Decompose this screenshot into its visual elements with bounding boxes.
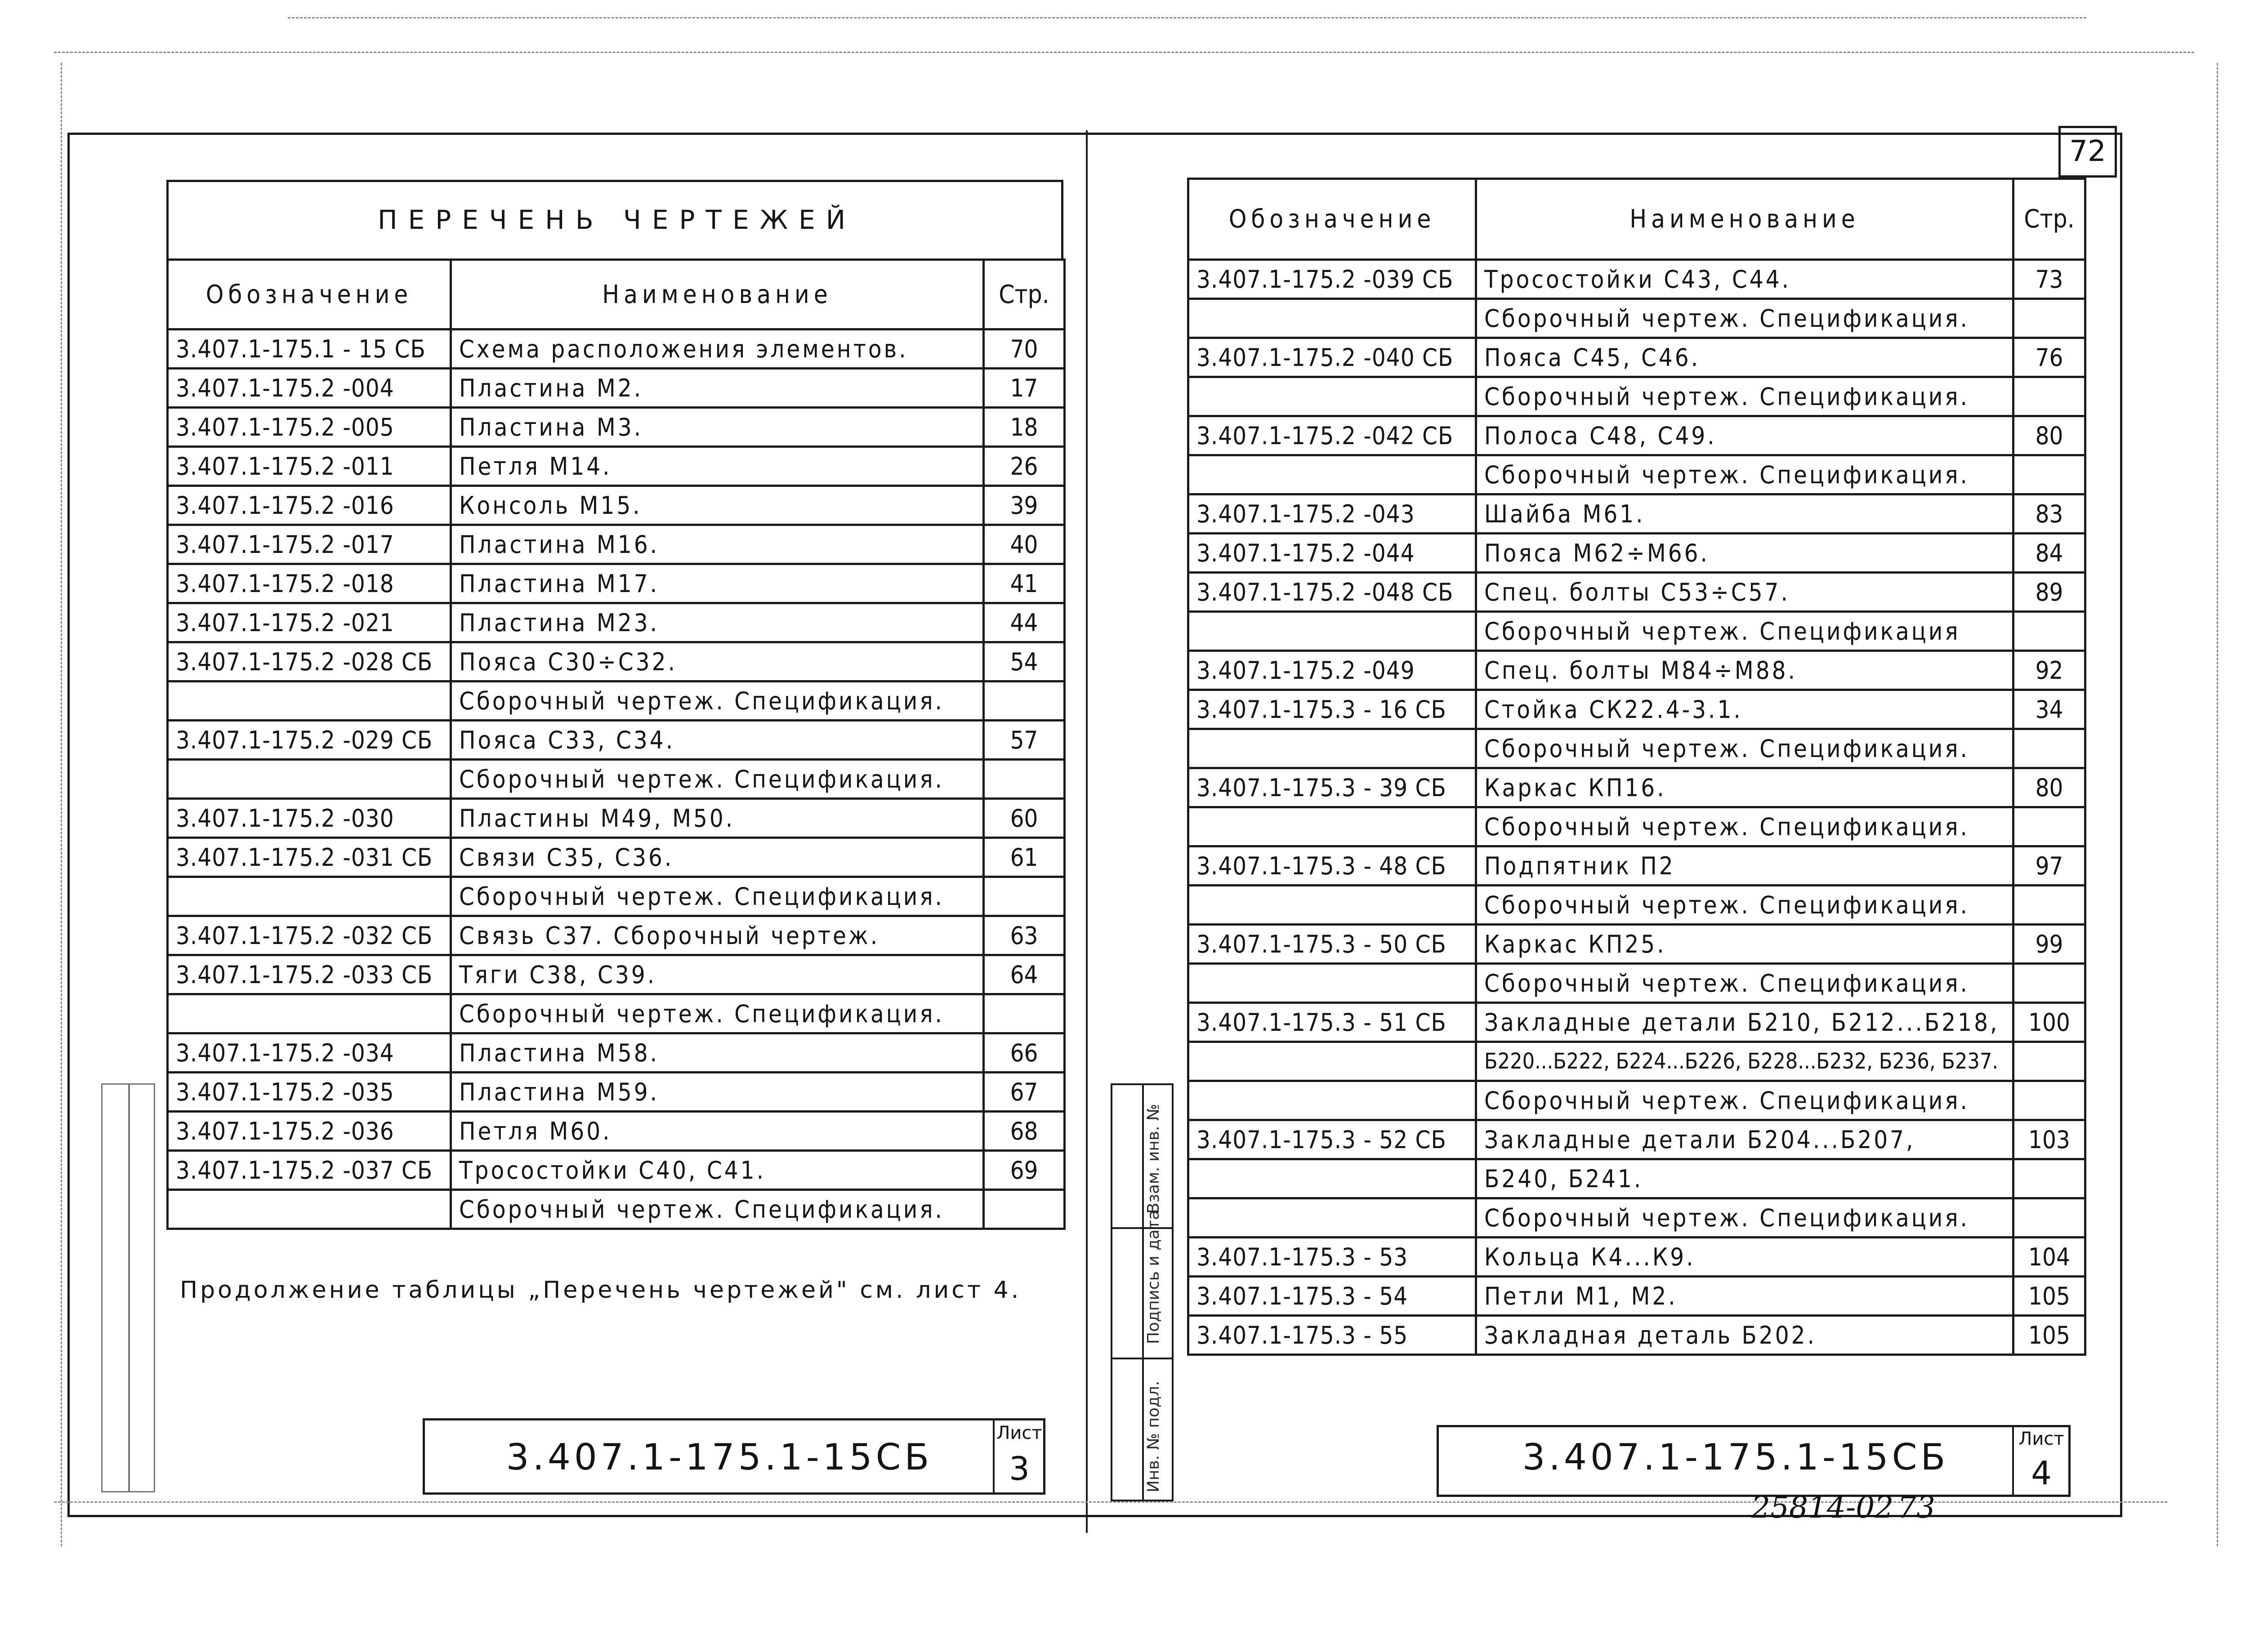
row-page — [984, 994, 1065, 1033]
table-row — [168, 642, 1065, 681]
table-row — [168, 838, 1065, 877]
row-code: 3.407.1-175.2 -035 — [168, 1073, 451, 1112]
table-row — [168, 721, 1065, 760]
row-code: 3.407.1-175.2 -037 СБ — [168, 1151, 451, 1190]
row-page: 83 — [2013, 494, 2085, 534]
row-page: 63 — [984, 916, 1065, 955]
table-row — [1188, 1003, 2085, 1042]
row-page — [2013, 964, 2085, 1003]
row-page — [2013, 1159, 2085, 1198]
row-name: Тросостойки С43, С44. — [1476, 260, 2013, 299]
row-page — [984, 1190, 1065, 1229]
row-page: 66 — [984, 1033, 1065, 1073]
row-page — [2013, 1198, 2085, 1238]
row-code — [1188, 729, 1476, 768]
row-name: Б240, Б241. — [1476, 1159, 2013, 1198]
row-page: 105 — [2013, 1277, 2085, 1316]
row-name: Закладная деталь Б202. — [1476, 1316, 2013, 1355]
row-code: 3.407.1-175.2 -032 СБ — [168, 916, 451, 955]
row-name: Каркас КП16. — [1476, 768, 2013, 807]
table-row — [168, 369, 1065, 408]
row-page: 80 — [2013, 768, 2085, 807]
row-page: 103 — [2013, 1120, 2085, 1159]
row-name: Пластина М16. — [451, 525, 984, 564]
row-name: Сборочный чертеж. Спецификация. — [451, 877, 984, 916]
table-row — [168, 994, 1065, 1033]
row-page: 68 — [984, 1112, 1065, 1151]
row-code — [1188, 1081, 1476, 1120]
table-row — [168, 1190, 1065, 1229]
row-page: 99 — [2013, 925, 2085, 964]
row-page: 18 — [984, 408, 1065, 447]
row-code: 3.407.1-175.3 - 48 СБ — [1188, 846, 1476, 886]
table-row — [1188, 1081, 2085, 1120]
row-code: 3.407.1-175.3 - 54 — [1188, 1277, 1476, 1316]
table-row — [168, 603, 1065, 642]
row-page: 70 — [984, 330, 1065, 369]
row-page: 67 — [984, 1073, 1065, 1112]
row-code: 3.407.1-175.2 -028 СБ — [168, 642, 451, 681]
row-page: 92 — [2013, 651, 2085, 690]
row-name: Кольца К4...К9. — [1476, 1238, 2013, 1277]
row-code: 3.407.1-175.3 - 16 СБ — [1188, 690, 1476, 729]
table-row — [1188, 1198, 2085, 1238]
row-code: 3.407.1-175.3 - 51 СБ — [1188, 1003, 1476, 1042]
row-name: Закладные детали Б210, Б212...Б218, — [1476, 1003, 2013, 1042]
header-code: Обозначение — [1188, 179, 1476, 260]
row-code: 3.407.1-175.2 -040 СБ — [1188, 338, 1476, 377]
page-number: 72 — [2069, 135, 2106, 168]
table-row — [168, 799, 1065, 838]
row-name: Пластина М2. — [451, 369, 984, 408]
row-page: 34 — [2013, 690, 2085, 729]
header-page: Стр. — [984, 260, 1065, 330]
row-code — [1188, 612, 1476, 651]
row-name: Связи С35, С36. — [451, 838, 984, 877]
row-code: 3.407.1-175.2 -042 СБ — [1188, 416, 1476, 455]
table-row — [168, 681, 1065, 721]
side-stamp-inv-label: Инв. № подл. — [1144, 1380, 1163, 1492]
row-page: 40 — [984, 525, 1065, 564]
archive-number: 25814-02 — [1751, 1490, 1894, 1525]
side-stamp-divider — [1142, 1084, 1144, 1500]
row-page: 84 — [2013, 534, 2085, 573]
row-name: Спец. болты С53÷С57. — [1476, 573, 2013, 612]
row-name: Б220...Б222, Б224...Б226, Б228...Б232, Б236, Б237. — [1476, 1042, 2013, 1081]
left-sheet-number: 3 — [1009, 1450, 1030, 1487]
table-row — [168, 408, 1065, 447]
left-scan-edge — [61, 63, 62, 1546]
table-header-row — [168, 260, 1065, 330]
row-code: 3.407.1-175.3 - 55 — [1188, 1316, 1476, 1355]
row-page: 89 — [2013, 573, 2085, 612]
row-code: 3.407.1-175.3 - 50 СБ — [1188, 925, 1476, 964]
table-row — [1188, 846, 2085, 886]
row-code — [1188, 807, 1476, 846]
row-page: 104 — [2013, 1238, 2085, 1277]
row-code: 3.407.1-175.2 -016 — [168, 486, 451, 525]
header-code: Обозначение — [168, 260, 451, 330]
left-side-stamp-divider — [128, 1084, 130, 1491]
right-sheet-number: 4 — [2031, 1454, 2052, 1492]
row-name: Консоль М15. — [451, 486, 984, 525]
row-name: Пластина М23. — [451, 603, 984, 642]
row-page — [2013, 377, 2085, 416]
row-page — [2013, 1042, 2085, 1081]
row-page: 54 — [984, 642, 1065, 681]
row-name: Сборочный чертеж. Спецификация. — [1476, 299, 2013, 338]
table-row — [168, 916, 1065, 955]
table-row — [1188, 1316, 2085, 1355]
page-number-box — [2058, 126, 2117, 178]
side-stamp-replace-label: Взам. инв. № — [1144, 1104, 1163, 1214]
row-name: Сборочный чертеж. Спецификация. — [1476, 377, 2013, 416]
header-page: Стр. — [2013, 179, 2085, 260]
row-name: Пластины М49, М50. — [451, 799, 984, 838]
row-code: 3.407.1-175.2 -011 — [168, 447, 451, 486]
row-name: Пластина М3. — [451, 408, 984, 447]
row-code: 3.407.1-175.3 - 53 — [1188, 1238, 1476, 1277]
row-code: 3.407.1-175.2 -036 — [168, 1112, 451, 1151]
row-name: Стойка СК22.4-3.1. — [1476, 690, 2013, 729]
row-page — [2013, 807, 2085, 846]
table-row — [1188, 1277, 2085, 1316]
row-page — [984, 760, 1065, 799]
table-row — [168, 1151, 1065, 1190]
row-code: 3.407.1-175.2 -017 — [168, 525, 451, 564]
row-name: Пластина М17. — [451, 564, 984, 603]
row-page — [984, 681, 1065, 721]
row-code — [1188, 455, 1476, 494]
row-code: 3.407.1-175.3 - 39 СБ — [1188, 768, 1476, 807]
row-code: 3.407.1-175.2 -049 — [1188, 651, 1476, 690]
table-row — [1188, 534, 2085, 573]
row-code: 3.407.1-175.2 -018 — [168, 564, 451, 603]
row-code: 3.407.1-175.3 - 52 СБ — [1188, 1120, 1476, 1159]
row-name: Закладные детали Б204...Б207, — [1476, 1120, 2013, 1159]
table-row — [1188, 338, 2085, 377]
table-row — [1188, 260, 2085, 299]
row-page — [2013, 612, 2085, 651]
side-stamp-sign-label: Подпись и дата — [1144, 1210, 1163, 1344]
table-row — [1188, 299, 2085, 338]
row-name: Сборочный чертеж. Спецификация. — [1476, 886, 2013, 925]
table-row — [1188, 807, 2085, 846]
top-scan-edge-2 — [54, 52, 2194, 53]
table-row — [1188, 377, 2085, 416]
row-name: Петля М60. — [451, 1112, 984, 1151]
row-name: Сборочный чертеж. Спецификация. — [451, 1190, 984, 1229]
row-code — [168, 760, 451, 799]
row-name: Пояса С30÷С32. — [451, 642, 984, 681]
row-page: 100 — [2013, 1003, 2085, 1042]
row-name: Сборочный чертеж. Спецификация — [1476, 612, 2013, 651]
continuation-note: Продолжение таблицы „Перечень чертежей" см. лист 4. — [180, 1277, 1022, 1304]
row-name: Сборочный чертеж. Спецификация. — [451, 760, 984, 799]
header-name: Наименование — [451, 260, 984, 330]
table-row — [1188, 455, 2085, 494]
row-page: 97 — [2013, 846, 2085, 886]
table-row — [168, 330, 1065, 369]
row-page: 57 — [984, 721, 1065, 760]
row-page: 41 — [984, 564, 1065, 603]
table-row — [168, 486, 1065, 525]
row-page — [2013, 886, 2085, 925]
row-name: Пояса М62÷М66. — [1476, 534, 2013, 573]
table-row — [1188, 1238, 2085, 1277]
right-title-block-divider — [2012, 1427, 2014, 1495]
right-sheet-label: Лист — [2018, 1429, 2064, 1449]
row-code: 3.407.1-175.2 -005 — [168, 408, 451, 447]
row-page: 76 — [2013, 338, 2085, 377]
row-name: Сборочный чертеж. Спецификация. — [1476, 729, 2013, 768]
row-page: 64 — [984, 955, 1065, 994]
table-row — [1188, 573, 2085, 612]
row-name: Петли М1, М2. — [1476, 1277, 2013, 1316]
row-page: 44 — [984, 603, 1065, 642]
table-header-row — [1188, 179, 2085, 260]
row-code: 3.407.1-175.2 -029 СБ — [168, 721, 451, 760]
row-page: 69 — [984, 1151, 1065, 1190]
row-code — [168, 681, 451, 721]
left-sheet-title: ПЕРЕЧЕНЬ ЧЕРТЕЖЕЙ — [378, 205, 857, 235]
header-name: Наименование — [1476, 179, 2013, 260]
row-code — [168, 1190, 451, 1229]
row-page — [2013, 455, 2085, 494]
row-name: Пластина М59. — [451, 1073, 984, 1112]
row-code — [1188, 299, 1476, 338]
row-name: Сборочный чертеж. Спецификация. — [451, 994, 984, 1033]
row-code: 3.407.1-175.2 -043 — [1188, 494, 1476, 534]
row-name: Тросостойки С40, С41. — [451, 1151, 984, 1190]
row-code — [1188, 377, 1476, 416]
row-page: 17 — [984, 369, 1065, 408]
table-row — [1188, 494, 2085, 534]
row-code: 3.407.1-175.2 -034 — [168, 1033, 451, 1073]
row-page: 105 — [2013, 1316, 2085, 1355]
table-row — [1188, 1159, 2085, 1198]
table-row — [1188, 416, 2085, 455]
row-code: 3.407.1-175.2 -030 — [168, 799, 451, 838]
row-code — [1188, 1042, 1476, 1081]
row-code — [168, 994, 451, 1033]
row-name: Сборочный чертеж. Спецификация. — [451, 681, 984, 721]
archive-page: 73 — [1897, 1490, 1935, 1525]
row-name: Полоса С48, С49. — [1476, 416, 2013, 455]
row-code: 3.407.1-175.2 -004 — [168, 369, 451, 408]
row-code: 3.407.1-175.2 -039 СБ — [1188, 260, 1476, 299]
table-row — [1188, 1120, 2085, 1159]
row-name: Сборочный чертеж. Спецификация. — [1476, 1198, 2013, 1238]
row-code — [1188, 886, 1476, 925]
table-row — [168, 564, 1065, 603]
row-name: Подпятник П2 — [1476, 846, 2013, 886]
row-name: Шайба М61. — [1476, 494, 2013, 534]
table-row — [1188, 886, 2085, 925]
table-row — [1188, 1042, 2085, 1081]
row-name: Спец. болты М84÷М88. — [1476, 651, 2013, 690]
left-sheet-label: Лист — [996, 1423, 1042, 1443]
row-code: 3.407.1-175.2 -021 — [168, 603, 451, 642]
row-code: 3.407.1-175.2 -031 СБ — [168, 838, 451, 877]
left-sheet-code: 3.407.1-175.1-15СБ — [506, 1436, 933, 1478]
right-drawings-table — [1187, 178, 2086, 1356]
table-row — [168, 877, 1065, 916]
row-page — [2013, 1081, 2085, 1120]
table-row — [1188, 612, 2085, 651]
row-name: Сборочный чертеж. Спецификация. — [1476, 455, 2013, 494]
table-row — [1188, 925, 2085, 964]
row-code — [1188, 1198, 1476, 1238]
row-name: Связь С37. Сборочный чертеж. — [451, 916, 984, 955]
row-page: 26 — [984, 447, 1065, 486]
row-code: 3.407.1-175.2 -048 СБ — [1188, 573, 1476, 612]
side-stamp-sep-2 — [1112, 1358, 1173, 1359]
right-sheet-code: 3.407.1-175.1-15СБ — [1522, 1436, 1949, 1478]
top-scan-edge — [288, 17, 2086, 18]
row-page: 80 — [2013, 416, 2085, 455]
row-name: Петля М14. — [451, 447, 984, 486]
row-page: 61 — [984, 838, 1065, 877]
row-page — [2013, 729, 2085, 768]
row-name: Каркас КП25. — [1476, 925, 2013, 964]
table-row — [1188, 729, 2085, 768]
table-row — [1188, 768, 2085, 807]
sheet-divider — [1086, 130, 1088, 1533]
row-name: Пластина М58. — [451, 1033, 984, 1073]
right-scan-edge — [2217, 63, 2218, 1546]
row-name: Сборочный чертеж. Спецификация. — [1476, 807, 2013, 846]
row-page — [984, 877, 1065, 916]
table-row — [168, 1073, 1065, 1112]
table-row — [168, 760, 1065, 799]
left-drawings-table — [166, 258, 1066, 1230]
table-row — [168, 525, 1065, 564]
row-name: Тяги С38, С39. — [451, 955, 984, 994]
table-row — [168, 955, 1065, 994]
table-row — [1188, 690, 2085, 729]
row-code: 3.407.1-175.2 -033 СБ — [168, 955, 451, 994]
side-stamp-sep-1 — [1112, 1227, 1173, 1229]
row-name: Схема расположения элементов. — [451, 330, 984, 369]
row-name: Пояса С33, С34. — [451, 721, 984, 760]
row-page — [2013, 299, 2085, 338]
row-page: 73 — [2013, 260, 2085, 299]
row-code — [1188, 964, 1476, 1003]
table-row — [168, 1112, 1065, 1151]
table-row — [1188, 651, 2085, 690]
row-page: 60 — [984, 799, 1065, 838]
table-row — [168, 447, 1065, 486]
row-code: 3.407.1-175.1 - 15 СБ — [168, 330, 451, 369]
row-name: Сборочный чертеж. Спецификация. — [1476, 964, 2013, 1003]
table-row — [168, 1033, 1065, 1073]
table-row — [1188, 964, 2085, 1003]
row-code: 3.407.1-175.2 -044 — [1188, 534, 1476, 573]
row-code — [168, 877, 451, 916]
row-page: 39 — [984, 486, 1065, 525]
row-name: Сборочный чертеж. Спецификация. — [1476, 1081, 2013, 1120]
row-name: Пояса С45, С46. — [1476, 338, 2013, 377]
row-code — [1188, 1159, 1476, 1198]
